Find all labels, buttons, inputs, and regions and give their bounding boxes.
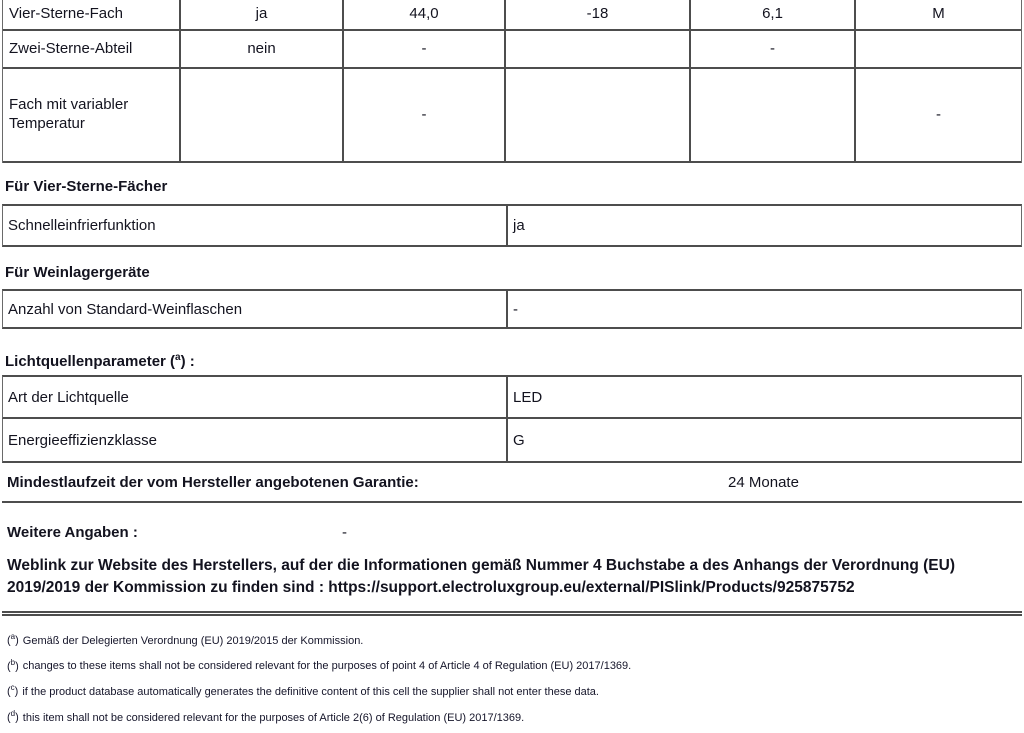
table-row [3, 69, 1021, 163]
table-cell: - [936, 105, 941, 123]
section-heading-wine: Für Weinlagergeräte [5, 264, 150, 281]
table-cell: -18 [506, 0, 691, 29]
table-cell: 6,1 [691, 0, 856, 29]
additional-info-label: Weitere Angaben : [7, 523, 138, 541]
footnote-marker: ) [15, 634, 19, 647]
section-heading-four-star: Für Vier-Sterne-Fächer [5, 178, 168, 195]
table-cell: 44,0 [344, 0, 506, 29]
row-value: - [506, 291, 1021, 327]
footnote-marker: ) [15, 711, 19, 724]
row-label: Art der Lichtquelle [8, 388, 129, 406]
guarantee-label: Mindestlaufzeit der vom Hersteller angebotenen Garantie: [7, 473, 419, 491]
footnotes-block [2, 626, 1022, 729]
table-cell [691, 69, 856, 161]
table-cell [506, 69, 691, 161]
row-label: Schnelleinfrierfunktion [8, 217, 156, 234]
footnote-text: Gemäß der Delegierten Verordnung (EU) 2019/2015 der Kommission. [22, 634, 364, 647]
table-cell [181, 69, 344, 161]
table-cell [856, 31, 1021, 67]
footnote-superscript: d [10, 708, 16, 718]
footnote-superscript: b [10, 657, 16, 667]
footnote-marker: ( [7, 685, 11, 698]
row-label: Zwei-Sterne-Abteil [3, 31, 181, 67]
table-cell: ja [181, 0, 344, 29]
footnote-marker: ) [14, 685, 19, 698]
table-cell: - [344, 69, 506, 161]
footnote-marker: ( [7, 711, 11, 724]
footnote-text: if the product database automatically generates the definitive content of this cell the supplier shall not enter these data. [22, 685, 599, 698]
guarantee-value: 24 Monate [728, 473, 799, 491]
row-label: Fach mit variabler Temperatur [3, 69, 181, 161]
light-source-type-row [2, 375, 1022, 419]
heading-text: Lichtquellenparameter ( [5, 353, 176, 370]
row-label: Anzahl von Standard-Weinflaschen [8, 300, 243, 318]
compartment-table [2, 0, 1022, 163]
table-cell: M [932, 5, 945, 23]
additional-info-value: - [342, 523, 347, 541]
row-value: LED [506, 377, 1021, 417]
footnote-marker: ) [15, 660, 19, 673]
table-row [3, 0, 1021, 31]
table-row [3, 31, 1021, 69]
manufacturer-weblink-paragraph: Weblink zur Website des Herstellers, auf der die Informationen gemäß Nummer 4 Buchstabe a des Anhangs der Verordnung (EU) 2019/2019 der Kommission zu finden sind : https://support.electroluxgroup.eu/external/PISlink/Products/925875752 [7, 557, 956, 596]
heading-superscript: a [175, 352, 181, 363]
table-cell: - [691, 31, 856, 67]
wine-bottles-row [2, 289, 1022, 329]
row-label: Vier-Sterne-Fach [3, 0, 181, 29]
additional-info-row [2, 503, 1022, 545]
table-cell [506, 31, 691, 67]
footnote-c [7, 677, 1022, 703]
footnote-a [7, 626, 1022, 652]
footnote-text: this item shall not be considered relevant for the purposes of Article 2(6) of Regulation (EU) 2017/1369. [22, 711, 525, 724]
guarantee-row [2, 463, 1022, 503]
table-cell: - [344, 31, 506, 67]
row-label: Energieeffizienzklasse [8, 431, 157, 449]
table-cell: nein [181, 31, 344, 67]
section-heading-light-source [0, 352, 1024, 370]
footnote-d [7, 703, 1022, 729]
row-value: G [506, 419, 1021, 461]
footnote-marker: ( [7, 660, 11, 673]
footnote-text: changes to these items shall not be considered relevant for the purposes of point 4 of Article 4 of Regulation (EU) 2017/1369. [22, 660, 632, 673]
footnote-superscript: a [10, 632, 16, 641]
heading-text: ) : [180, 353, 195, 370]
footnote-marker: ( [7, 634, 11, 647]
footnote-b [7, 652, 1022, 678]
separator-line [2, 611, 1022, 616]
footnote-superscript: c [10, 683, 15, 693]
energy-class-row [2, 419, 1022, 463]
fast-freeze-row [2, 204, 1022, 247]
row-value: ja [506, 206, 1021, 245]
